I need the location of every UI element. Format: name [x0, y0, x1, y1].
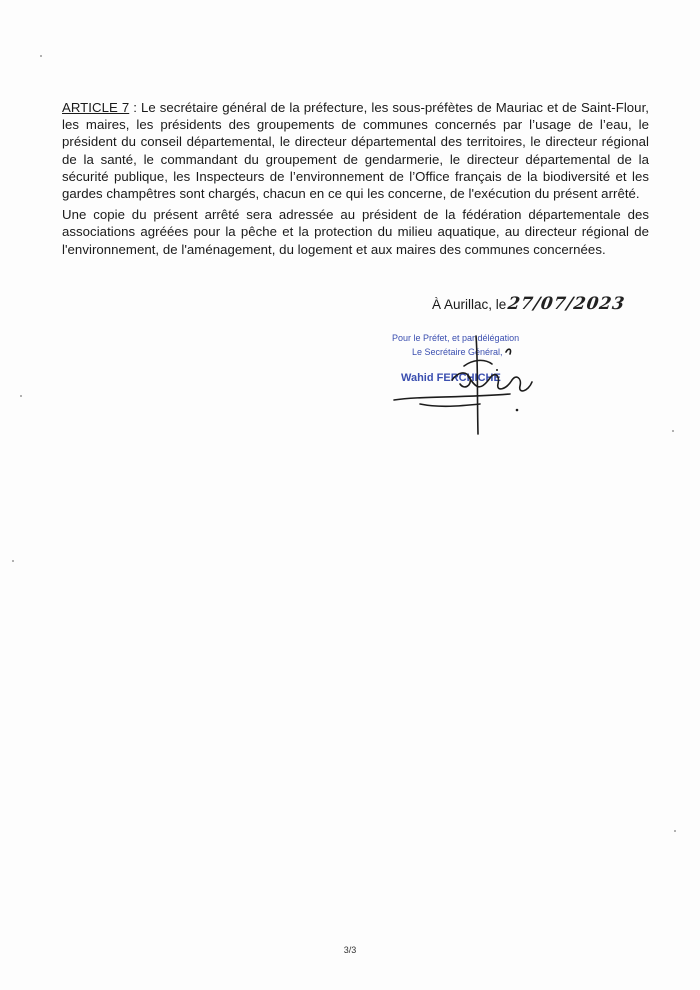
- scan-artifact-dot: [672, 430, 674, 432]
- delegation-stamp: [392, 333, 572, 443]
- article-label: ARTICLE 7: [62, 100, 130, 115]
- stamp-line-delegation: Pour le Préfet, et par délégation: [392, 333, 520, 343]
- scan-artifact-dot: [40, 55, 42, 57]
- date-line: [432, 294, 625, 314]
- stamp-line-title: Le Secrétaire Général,: [412, 347, 503, 357]
- page-number: 3/3: [343, 945, 357, 955]
- scan-artifact-dot: [12, 560, 14, 562]
- scan-artifact-dot: [674, 830, 676, 832]
- handwritten-date: 27/07/2023: [506, 294, 627, 314]
- stamp-line-name: Wahid FERCHICHE: [401, 372, 501, 384]
- scan-artifact-dot: [20, 395, 22, 397]
- date-prefix: À Aurillac, le: [432, 297, 507, 312]
- document-body: [62, 99, 649, 262]
- article-text: : Le secrétaire général de la préfecture, les sous-préfètes de Mauriac et de Saint-Flour, les maires, les présidents des groupements de communes concernés par l’usage de l’eau, le président du conseil départemental, le directeur départemental des territoires, le directeur régional de la santé, le commandant du groupement de gendarmerie, le directeur départemental de la sécurité publique, les Inspecteurs de l’environnement de l’Office français de la biodiversité et les gardes champêtres sont chargés, chacun en ce qui les concerne, de l'exécution du présent arrêté.: [62, 100, 649, 202]
- copy-paragraph: Une copie du présent arrêté sera adressée au président de la fédération départementale des associations agréées pour la pêche et la protection du milieu aquatique, au directeur régional de l'environnement, de l'aménagement, du logement et aux maires des communes concernées.: [62, 207, 649, 257]
- article-7-paragraph: [62, 99, 649, 202]
